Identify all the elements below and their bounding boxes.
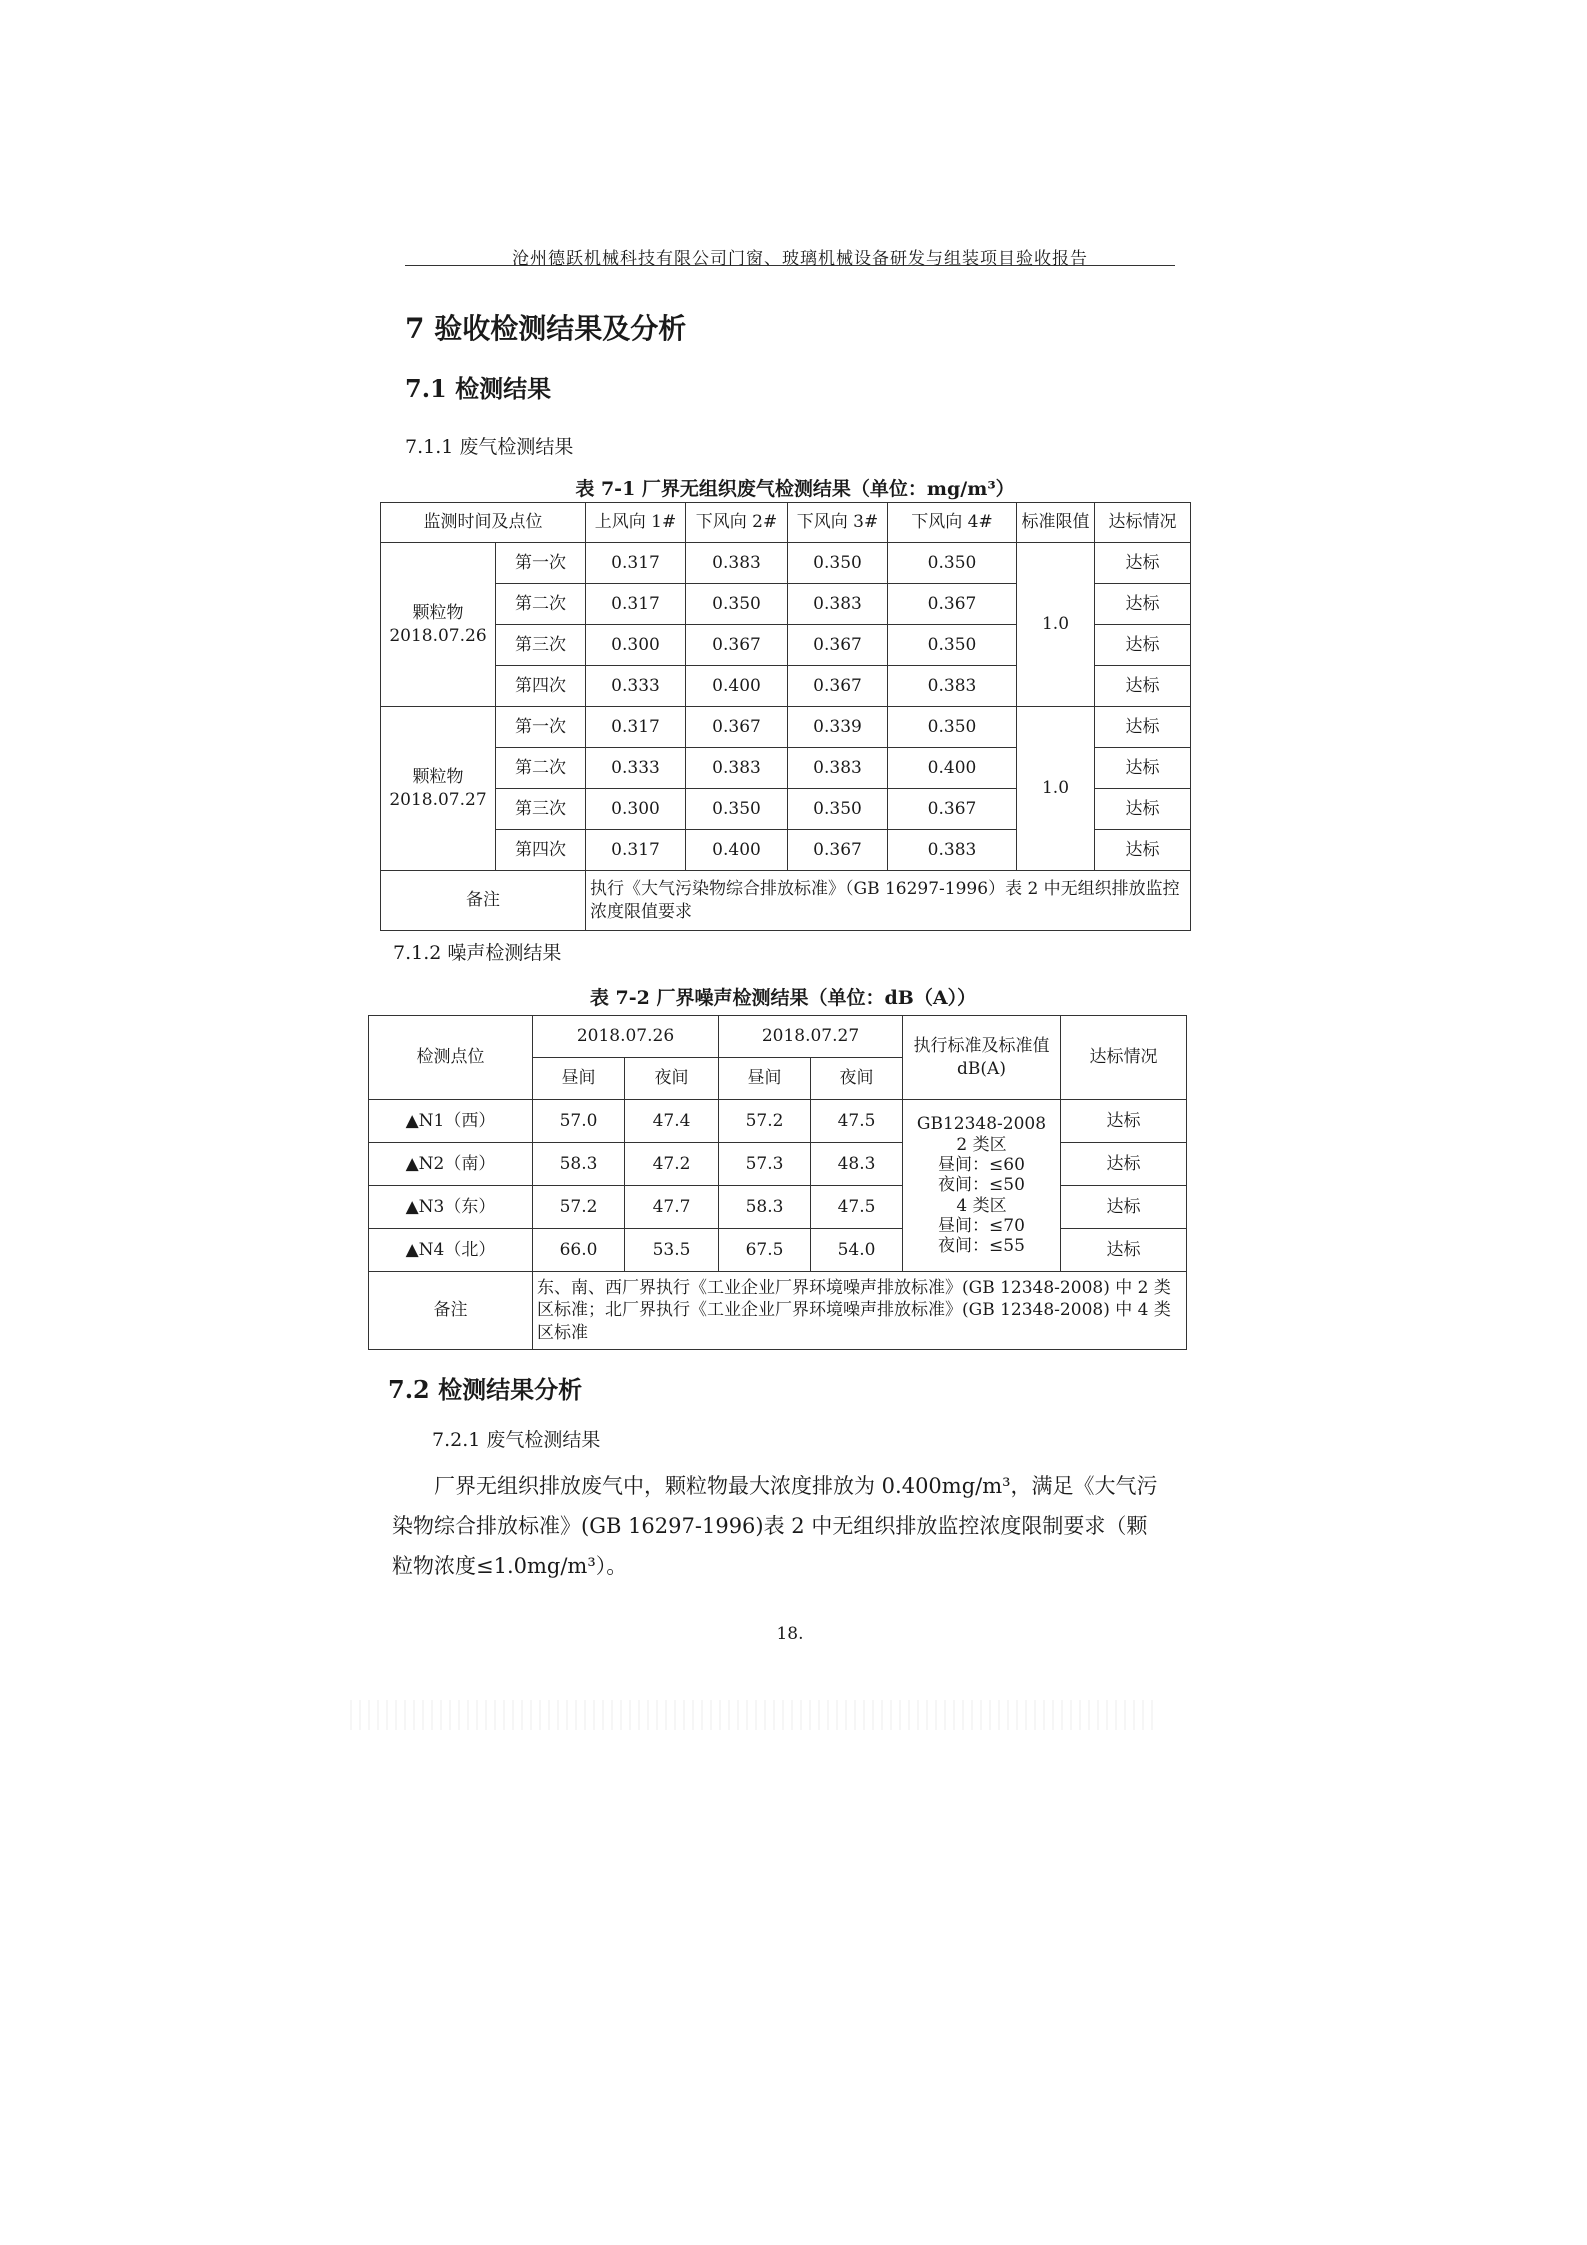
value-cell: 48.3 <box>811 1143 903 1186</box>
limit-cell: 1.0 <box>1017 543 1095 707</box>
header-cell: 检测点位 <box>369 1016 533 1100</box>
section-7-heading: 7 验收检测结果及分析 <box>405 312 687 345</box>
value-cell: 57.0 <box>533 1100 625 1143</box>
point-cell: ▲N1（西） <box>369 1100 533 1143</box>
status-cell: 达标 <box>1095 543 1191 584</box>
value-cell: 0.383 <box>686 748 788 789</box>
pollutant-label: 颗粒物 <box>412 603 464 624</box>
date-header-cell: 2018.07.27 <box>719 1016 903 1058</box>
status-cell: 达标 <box>1095 830 1191 871</box>
standard-line: 2 类区 <box>956 1134 1007 1155</box>
value-cell: 0.383 <box>788 584 888 625</box>
status-cell: 达标 <box>1061 1100 1187 1143</box>
value-cell: 0.383 <box>686 543 788 584</box>
standard-line: 4 类区 <box>956 1195 1007 1216</box>
group-label-cell <box>381 707 496 871</box>
period-header-cell: 昼间 <box>719 1058 811 1100</box>
status-cell: 达标 <box>1095 666 1191 707</box>
time-cell: 第三次 <box>496 789 586 830</box>
status-cell: 达标 <box>1061 1229 1187 1272</box>
table-row <box>381 543 1191 584</box>
date-label: 2018.07.27 <box>389 789 487 810</box>
analysis-paragraph: 厂界无组织排放废气中，颗粒物最大浓度排放为 0.400mg/m³，满足《大气污染物综合排放标准》(GB 16297-1996)表 2 中无组织排放监控浓度限制要求（颗粒物浓度≤1.0mg/m³）。 <box>392 1474 1158 1578</box>
table-row <box>369 1186 1187 1229</box>
section-7-1-2-heading: 7.1.2 噪声检测结果 <box>393 942 562 964</box>
pollutant-label: 颗粒物 <box>412 767 464 788</box>
value-cell: 47.4 <box>625 1100 719 1143</box>
standard-line: GB12348-2008 <box>916 1114 1047 1135</box>
value-cell: 0.367 <box>788 666 888 707</box>
value-cell: 67.5 <box>719 1229 811 1272</box>
value-cell: 47.7 <box>625 1186 719 1229</box>
value-cell: 0.350 <box>686 789 788 830</box>
table-row <box>381 707 1191 748</box>
note-row <box>381 871 1191 931</box>
value-cell: 0.367 <box>686 625 788 666</box>
value-cell: 0.317 <box>586 584 686 625</box>
table-row <box>369 1143 1187 1186</box>
value-cell: 58.3 <box>719 1186 811 1229</box>
note-label: 备注 <box>369 1272 533 1350</box>
value-cell: 0.317 <box>586 543 686 584</box>
value-cell: 58.3 <box>533 1143 625 1186</box>
value-cell: 0.350 <box>788 789 888 830</box>
date-label: 2018.07.26 <box>389 625 487 646</box>
header-cell: 下风向 3# <box>788 503 888 543</box>
header-cell: 监测时间及点位 <box>381 503 586 543</box>
header-cell: 下风向 4# <box>888 503 1017 543</box>
time-cell: 第四次 <box>496 666 586 707</box>
value-cell: 0.400 <box>686 830 788 871</box>
value-cell: 0.333 <box>586 666 686 707</box>
table-row <box>369 1100 1187 1143</box>
value-cell: 0.367 <box>686 707 788 748</box>
value-cell: 53.5 <box>625 1229 719 1272</box>
period-header-cell: 昼间 <box>533 1058 625 1100</box>
section-7-2-1-heading: 7.2.1 废气检测结果 <box>432 1429 601 1451</box>
table-7-2 <box>368 1015 1187 1350</box>
group-label-cell <box>381 543 496 707</box>
standard-line: 昼间：≤60 <box>938 1154 1025 1175</box>
value-cell: 54.0 <box>811 1229 903 1272</box>
value-cell: 47.5 <box>811 1186 903 1229</box>
time-cell: 第四次 <box>496 830 586 871</box>
status-cell: 达标 <box>1061 1186 1187 1229</box>
value-cell: 0.400 <box>686 666 788 707</box>
value-cell: 0.339 <box>788 707 888 748</box>
value-cell: 0.333 <box>586 748 686 789</box>
header-rule <box>405 265 1175 266</box>
status-cell: 达标 <box>1095 748 1191 789</box>
time-cell: 第一次 <box>496 543 586 584</box>
value-cell: 0.367 <box>888 789 1017 830</box>
value-cell: 0.367 <box>788 625 888 666</box>
section-7-1-1-heading: 7.1.1 废气检测结果 <box>405 436 574 458</box>
status-cell: 达标 <box>1061 1143 1187 1186</box>
date-header-cell: 2018.07.26 <box>533 1016 719 1058</box>
point-cell: ▲N3（东） <box>369 1186 533 1229</box>
value-cell: 0.350 <box>888 543 1017 584</box>
table-header-row <box>369 1016 1187 1058</box>
value-cell: 47.2 <box>625 1143 719 1186</box>
time-cell: 第二次 <box>496 584 586 625</box>
table-7-2-caption: 表 7-2 厂界噪声检测结果（单位：dB（A）） <box>589 987 977 1009</box>
value-cell: 0.317 <box>586 707 686 748</box>
status-cell: 达标 <box>1095 625 1191 666</box>
page-number: 18. <box>776 1624 804 1644</box>
time-cell: 第二次 <box>496 748 586 789</box>
point-cell: ▲N4（北） <box>369 1229 533 1272</box>
value-cell: 0.350 <box>686 584 788 625</box>
value-cell: 0.383 <box>788 748 888 789</box>
value-cell: 0.383 <box>888 830 1017 871</box>
table-row <box>369 1229 1187 1272</box>
value-cell: 57.2 <box>719 1100 811 1143</box>
scan-artifact <box>350 1700 1160 1730</box>
header-cell: 达标情况 <box>1095 503 1191 543</box>
value-cell: 47.5 <box>811 1100 903 1143</box>
period-header-cell: 夜间 <box>811 1058 903 1100</box>
status-cell: 达标 <box>1095 707 1191 748</box>
standard-line: 夜间：≤50 <box>938 1175 1025 1196</box>
limit-cell: 1.0 <box>1017 707 1095 871</box>
section-7-1-heading: 7.1 检测结果 <box>405 374 552 403</box>
standard-cell <box>903 1100 1061 1272</box>
note-row <box>369 1272 1187 1350</box>
standard-line: 昼间：≤70 <box>938 1216 1025 1237</box>
table-7-1-caption: 表 7-1 厂界无组织废气检测结果（单位：mg/m³） <box>575 478 1015 500</box>
table-header-row <box>381 503 1191 543</box>
value-cell: 0.383 <box>888 666 1017 707</box>
value-cell: 0.317 <box>586 830 686 871</box>
status-cell: 达标 <box>1095 584 1191 625</box>
value-cell: 0.350 <box>888 707 1017 748</box>
header-cell: 标准限值 <box>1017 503 1095 543</box>
period-header-cell: 夜间 <box>625 1058 719 1100</box>
header-cell: 执行标准及标准值 dB(A) <box>903 1016 1061 1100</box>
header-cell: 下风向 2# <box>686 503 788 543</box>
value-cell: 57.3 <box>719 1143 811 1186</box>
standard-line: 夜间：≤55 <box>938 1236 1025 1257</box>
time-cell: 第一次 <box>496 707 586 748</box>
value-cell: 0.300 <box>586 789 686 830</box>
point-cell: ▲N2（南） <box>369 1143 533 1186</box>
value-cell: 0.367 <box>788 830 888 871</box>
value-cell: 0.350 <box>788 543 888 584</box>
value-cell: 57.2 <box>533 1186 625 1229</box>
value-cell: 0.367 <box>888 584 1017 625</box>
table-7-1 <box>380 502 1191 931</box>
section-7-2-heading: 7.2 检测结果分析 <box>388 1375 583 1404</box>
running-header: 沧州德跃机械科技有限公司门窗、玻璃机械设备研发与组装项目验收报告 <box>512 249 1088 269</box>
value-cell: 66.0 <box>533 1229 625 1272</box>
value-cell: 0.400 <box>888 748 1017 789</box>
status-cell: 达标 <box>1095 789 1191 830</box>
value-cell: 0.300 <box>586 625 686 666</box>
header-cell: 上风向 1# <box>586 503 686 543</box>
note-text: 执行《大气污染物综合排放标准》（GB 16297-1996）表 2 中无组织排放监控浓度限值要求 <box>586 871 1191 931</box>
time-cell: 第三次 <box>496 625 586 666</box>
header-cell: 达标情况 <box>1061 1016 1187 1100</box>
note-label: 备注 <box>381 871 586 931</box>
note-text: 东、南、西厂界执行《工业企业厂界环境噪声排放标准》(GB 12348-2008) 中 2 类区标准；北厂界执行《工业企业厂界环境噪声排放标准》(GB 12348-2008) 中 4 类区标准 <box>533 1272 1187 1350</box>
value-cell: 0.350 <box>888 625 1017 666</box>
